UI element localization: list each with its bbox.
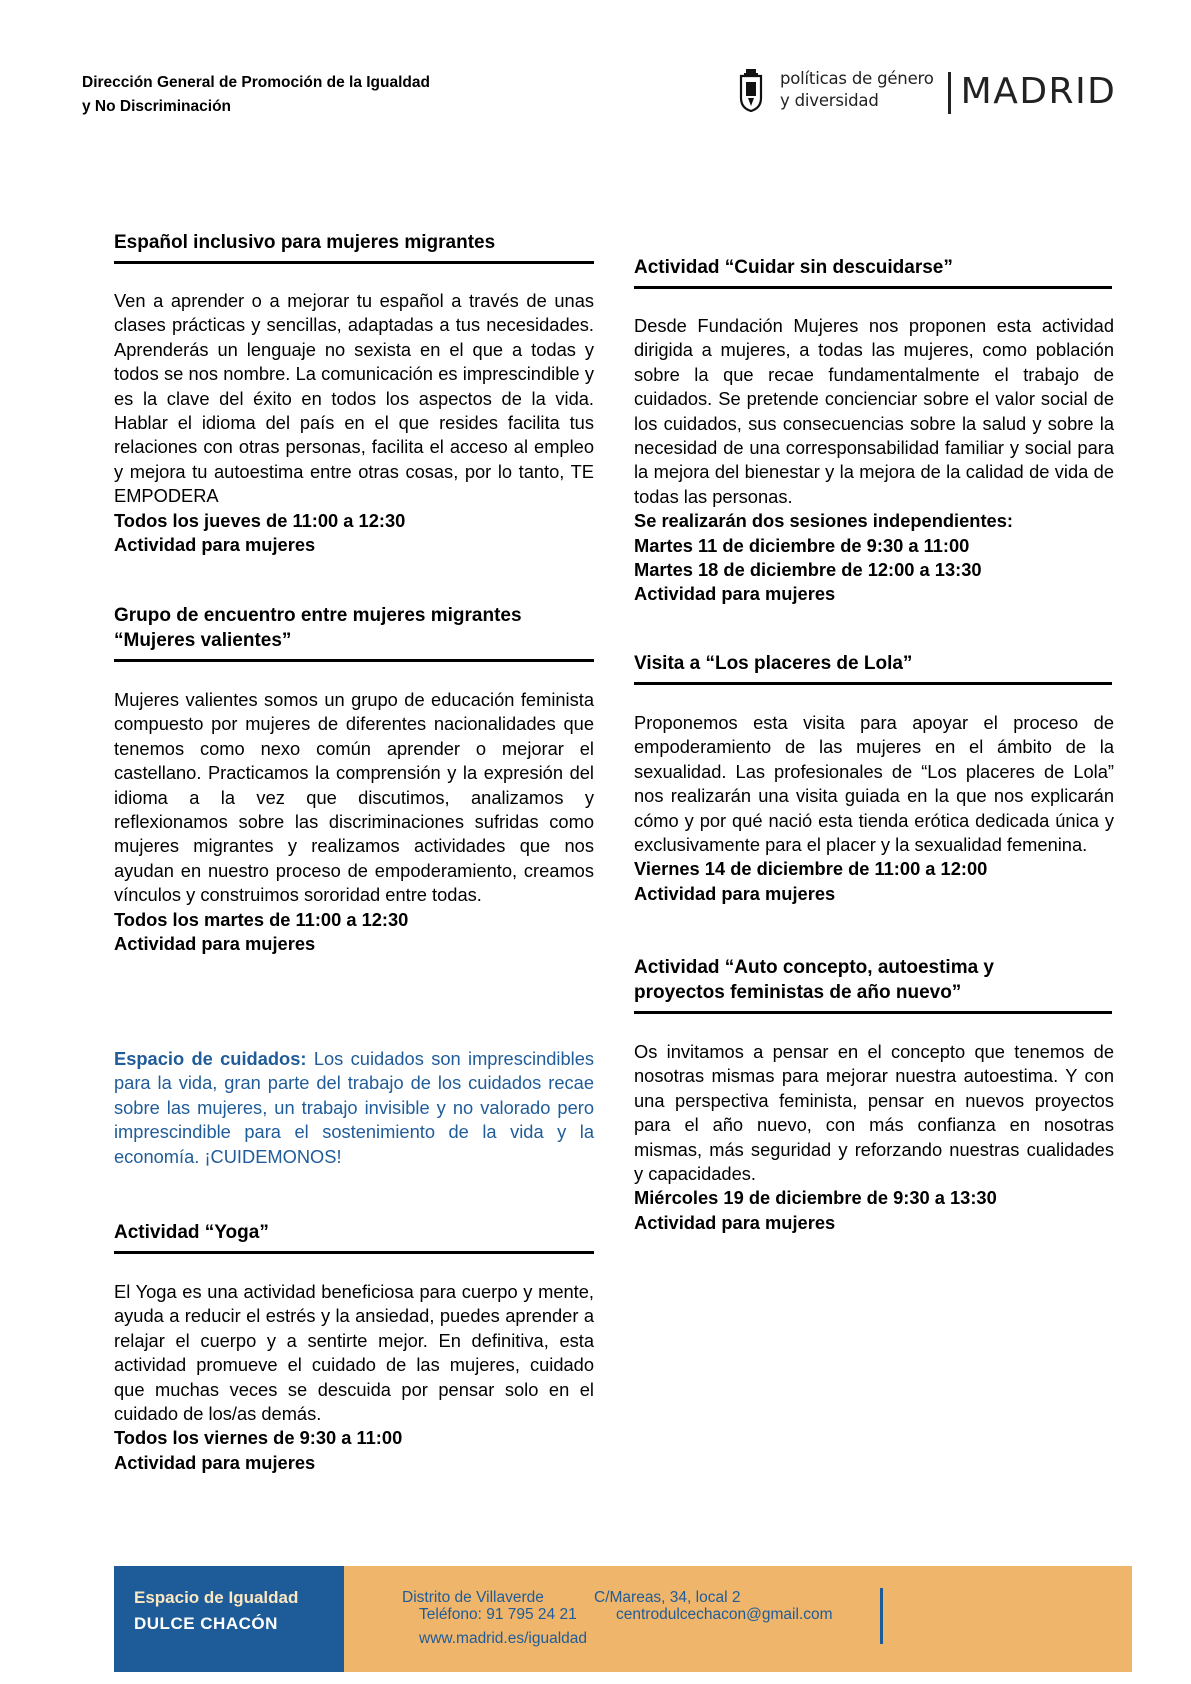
- madrid-coat-of-arms-icon: [738, 68, 764, 112]
- section-session-1: Martes 11 de diciembre de 9:30 a 11:00: [634, 534, 970, 556]
- section-session-2: Martes 18 de diciembre de 12:00 a 13:30: [634, 559, 982, 581]
- section-divider: [114, 1251, 594, 1254]
- section-body: Los cuidados son imprescindibles para la vida, gran parte del trabajo de los cuidados recae sobre las mujeres, un trabajo invisible y no valorado pero imprescindible para el sostenimiento de la vida y la economía. ¡CUIDEMONOS!: [114, 1048, 594, 1167]
- section-audience: Actividad para mujeres: [634, 583, 836, 605]
- section-description: [114, 1047, 594, 1169]
- section-placeres-de-lola: [634, 651, 1114, 906]
- section-description: Mujeres valientes somos un grupo de educación feminista compuesto por mujeres de diferentes nacionalidades que tenemos como nexo común aprender o mejorar el castellano. Practicamos la comprensión y la expresión del idioma a la vez que discutimos, analizamos y reflexionamos sobre las discriminaciones sufridas como mujeres migrantes y realizamos actividades que nos ayudan en nuestro proceso de empoderamiento, creamos vínculos y construimos sororidad entre todas.: [114, 689, 594, 906]
- section-title-line-2: proyectos feministas de año nuevo”: [634, 982, 962, 1003]
- logo-text: [780, 68, 934, 112]
- section-divider: [114, 659, 594, 662]
- section-schedule: Viernes 14 de diciembre de 11:00 a 12:00: [634, 858, 988, 880]
- section-espacio-cuidados: [114, 1047, 594, 1169]
- section-title: Visita a “Los placeres de Lola”: [634, 653, 913, 674]
- section-lead: Espacio de cuidados:: [114, 1048, 307, 1069]
- organization-line-2: y No Discriminación: [82, 98, 232, 115]
- section-divider: [634, 682, 1112, 685]
- section-divider: [634, 1011, 1112, 1014]
- section-divider: [114, 261, 594, 264]
- footer-space-label: Espacio de Igualdad: [134, 1588, 299, 1607]
- footer-divider: [880, 1588, 883, 1644]
- section-cuidar-sin-descuidarse: [634, 255, 1114, 607]
- section-description: Ven a aprender o a mejorar tu español a través de unas clases prácticas y sencillas, adaptadas a tus necesidades. Aprenderás un lenguaje no sexista en el que a todas y todos se nos nombre. La comunicación es imprescindible y es la clave del éxito en todos los aspectos de la vida. Hablar el idioma del país en el que resides facilita tus relaciones con otras personas, facilita el acceso al empleo y mejora tu autoestima entre otras cosas, por lo tanto, TE EMPODERA: [114, 290, 594, 507]
- section-audience: Actividad para mujeres: [114, 933, 316, 955]
- section-title: Actividad “Yoga”: [114, 1222, 269, 1243]
- logo-divider: [948, 72, 951, 114]
- section-description: Os invitamos a pensar en el concepto que tenemos de nosotras mismas para mejorar nuestra autoestima. Y con una perspectiva feminista, pensar en nuevos proyectos para el año nuevo, con más confianza en nosotras mismas, más seguridad y reforzando nuestras cualidades y capacidades.: [634, 1041, 1114, 1185]
- section-audience: Actividad para mujeres: [634, 882, 836, 904]
- section-audience: Actividad para mujeres: [114, 534, 316, 556]
- section-sessions-intro: Se realizarán dos sesiones independientes:: [634, 510, 1013, 532]
- section-title: Español inclusivo para mujeres migrantes: [114, 232, 496, 253]
- footer-address: C/Mareas, 34, local 2: [594, 1589, 741, 1606]
- section-audience: Actividad para mujeres: [634, 1211, 836, 1233]
- section-schedule: Miércoles 19 de diciembre de 9:30 a 13:30: [634, 1187, 997, 1209]
- footer-district: Distrito de Villaverde: [402, 1589, 544, 1606]
- section-espanol-inclusivo: [114, 230, 594, 557]
- section-description: Desde Fundación Mujeres nos proponen esta actividad dirigida a mujeres, a todas las mujeres, como población sobre la que recae fundamentalmente el trabajo de cuidados. Se pretende concienciar sobre el valor social de los cuidados, sus consecuencias sobre la salud y sobre la necesidad de una corresponsabilidad familiar y social para la mejora del bienestar y la mejora de la calidad de vida de todas las personas.: [634, 315, 1114, 507]
- footer-banner: [114, 1566, 1132, 1672]
- section-divider: [634, 286, 1112, 289]
- madrid-logo: [738, 68, 1116, 120]
- section-description: El Yoga es una actividad beneficiosa para cuerpo y mente, ayuda a reducir el estrés y la ansiedad, puedes aprender a relajar el cuerpo y a sentirte mejor. En definitiva, esta actividad promueve el cuidado de las mujeres, cuidado que muchas veces se descuida por pensar solo en el cuidado de los/as demás.: [114, 1281, 594, 1425]
- section-audience: Actividad para mujeres: [114, 1451, 316, 1473]
- organization-line-1: Dirección General de Promoción de la Igualdad: [82, 74, 430, 91]
- organization-name: [82, 71, 430, 119]
- logo-city-name: MADRID: [960, 71, 1117, 112]
- section-mujeres-valientes: [114, 603, 594, 956]
- section-title: Actividad “Cuidar sin descuidarse”: [634, 257, 953, 278]
- footer-email[interactable]: centrodulcechacon@gmail.com: [616, 1606, 833, 1623]
- section-yoga: [114, 1220, 594, 1475]
- footer-space-name: DULCE CHACÓN: [134, 1614, 278, 1633]
- section-title-line-1: Actividad “Auto concepto, autoestima y: [634, 957, 994, 978]
- section-schedule: Todos los martes de 11:00 a 12:30: [114, 908, 409, 930]
- section-description: Proponemos esta visita para apoyar el proceso de empoderamiento de las mujeres en el ámbito de la sexualidad. Las profesionales de “Los placeres de Lola” nos realizarán una visita guiada en la que nos explicarán cómo y por qué nació esta tienda erótica dedicada única y exclusivamente para el placer y la sexualidad femenina.: [634, 712, 1114, 856]
- logo-text-line-2: y diversidad: [780, 91, 879, 110]
- section-schedule: Todos los jueves de 11:00 a 12:30: [114, 509, 406, 531]
- section-title-line-2: “Mujeres valientes”: [114, 630, 292, 651]
- footer-phone: Teléfono: 91 795 24 21: [419, 1606, 577, 1623]
- section-autoestima: [634, 955, 1114, 1235]
- section-schedule: Todos los viernes de 9:30 a 11:00: [114, 1427, 403, 1449]
- section-title-line-1: Grupo de encuentro entre mujeres migrantes: [114, 605, 522, 626]
- logo-text-line-1: políticas de género: [780, 69, 934, 88]
- footer-website-link[interactable]: www.madrid.es/igualdad: [419, 1630, 588, 1647]
- footer-brand-box: [114, 1566, 344, 1672]
